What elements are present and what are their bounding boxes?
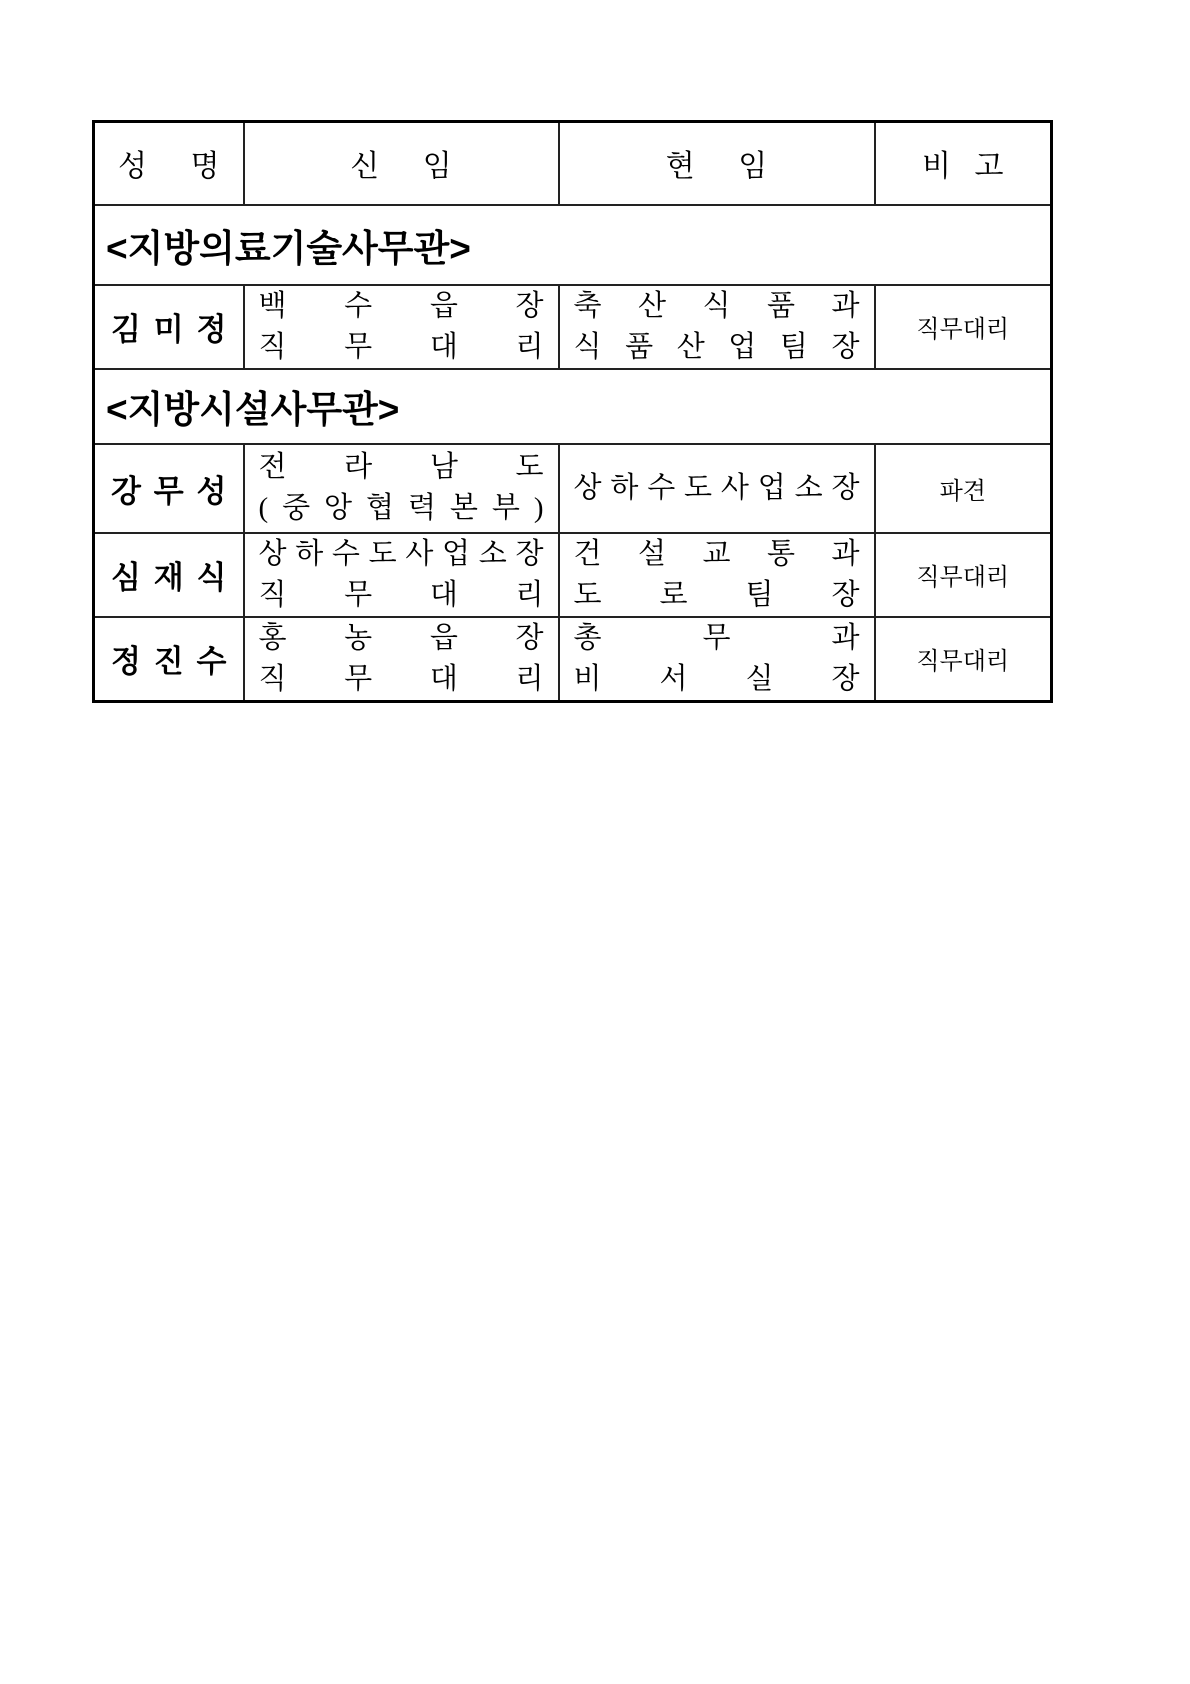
- current-position-line: 도 로 팀 장: [573, 578, 860, 611]
- current-position-cell: [559, 533, 875, 617]
- column-header-name: [94, 122, 244, 205]
- section-header-row: [94, 205, 1052, 285]
- new-position-line: 직 무 대 리: [258, 662, 544, 695]
- section-title: <지방의료기술사무관>: [94, 205, 1052, 285]
- new-position-cell: [244, 285, 559, 369]
- column-header-name-label: 성 명: [118, 150, 220, 184]
- name-cell: 심 재 식: [94, 533, 244, 617]
- current-position-cell: [559, 285, 875, 369]
- current-position-cell: [559, 444, 875, 533]
- column-header-note-label: 비 고: [922, 150, 1004, 184]
- name-cell: 강 무 성: [94, 444, 244, 533]
- column-header-current-position-label: 현 임: [665, 150, 768, 184]
- table-row: [94, 533, 1052, 617]
- new-position-line: ( 중 앙 협 력 본 부 ): [258, 492, 544, 524]
- new-position-cell: [244, 533, 559, 617]
- new-position-line: 전 라 남 도: [258, 451, 544, 483]
- table-header-row: [94, 122, 1052, 205]
- new-position-cell: [244, 617, 559, 702]
- name-cell: 정 진 수: [94, 617, 244, 702]
- current-position-line: 총 무 과: [573, 621, 860, 654]
- table-row: [94, 444, 1052, 533]
- current-position-cell: [559, 617, 875, 702]
- note-cell: 파견: [875, 444, 1052, 533]
- current-position-line: 상 하 수 도 사 업 소 장: [573, 471, 860, 504]
- appointment-table: [92, 120, 1053, 703]
- note-cell: 직무대리: [875, 533, 1052, 617]
- new-position-line: 홍 농 읍 장: [258, 621, 544, 654]
- new-position-line: 백 수 읍 장: [258, 289, 544, 322]
- column-header-current-position: [559, 122, 875, 205]
- current-position-line: 축 산 식 품 과: [573, 289, 860, 322]
- column-header-new-position: [244, 122, 559, 205]
- column-header-new-position-label: 신 임: [350, 150, 452, 184]
- name-cell: 김 미 정: [94, 285, 244, 369]
- current-position-line: 식 품 산 업 팀 장: [573, 330, 860, 363]
- table-row: [94, 617, 1052, 702]
- new-position-line: 직 무 대 리: [258, 330, 544, 363]
- new-position-cell: [244, 444, 559, 533]
- note-cell: 직무대리: [875, 285, 1052, 369]
- table-row: [94, 285, 1052, 369]
- section-title: <지방시설사무관>: [94, 369, 1052, 444]
- current-position-line: 건 설 교 통 과: [573, 537, 860, 570]
- column-header-note: [875, 122, 1052, 205]
- current-position-line: 비 서 실 장: [573, 662, 860, 695]
- section-header-row: [94, 369, 1052, 444]
- new-position-line: 직 무 대 리: [258, 578, 544, 611]
- new-position-line: 상 하 수 도 사 업 소 장: [258, 537, 544, 570]
- note-cell: 직무대리: [875, 617, 1052, 702]
